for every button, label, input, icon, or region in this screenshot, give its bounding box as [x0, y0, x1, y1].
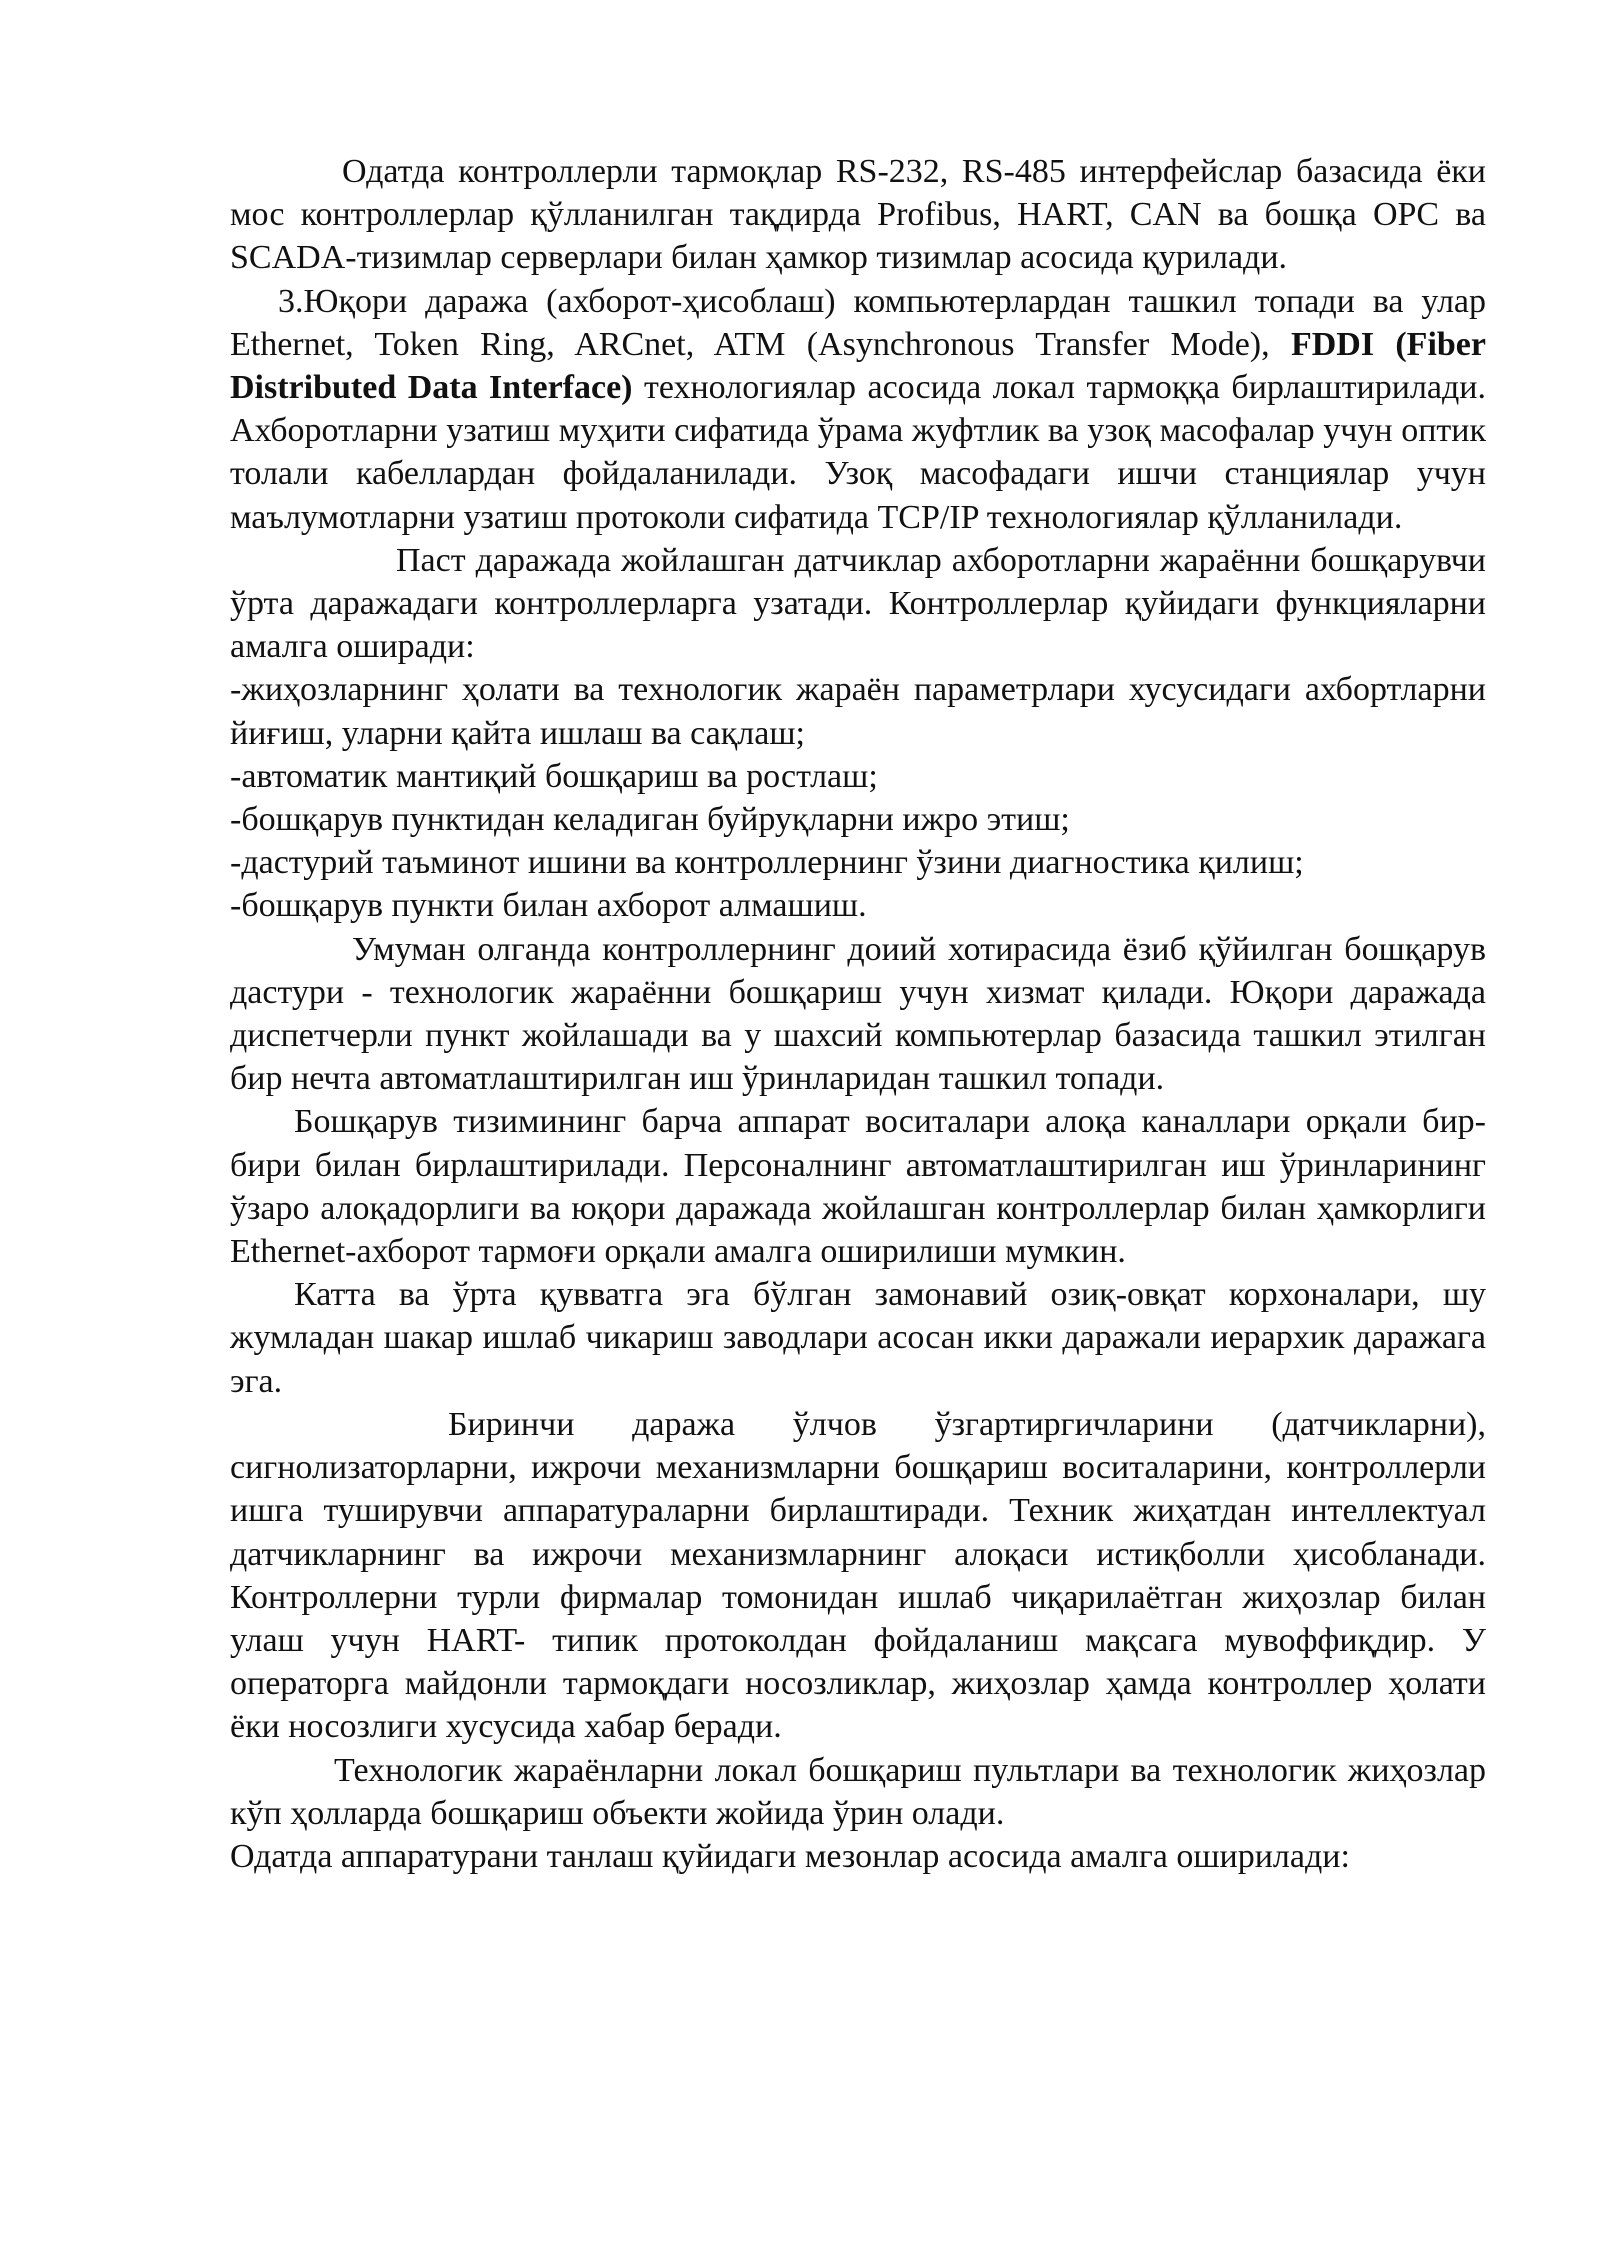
list-item: -автоматик мантиқий бошқариш ва ростлаш;: [230, 757, 878, 795]
paragraph-upper-level-end: технологиялар асосида локал тармоққа бирлаштирилади. Ахборотларни узатиш муҳити сифатида ўрама жуфтлик ва узоқ масофалар учун оптик толали кабеллардан фойдаланилади. Узоқ масофадаги ишчи станциялар учун маълумотларни узатиш протоколи сифатида TCP/IP технологиялар қўлланилади.: [230, 369, 1486, 536]
list-item: -жиҳозларнинг ҳолати ва технологик жараён параметрлари хусусидаги ахбортларни йиғиш, уларни қайта ишлаш ва сақлаш;: [230, 671, 1486, 752]
paragraph-local-panels: Технологик жараёнларни локал бошқариш пультлари ва технологик жиҳозлар кўп ҳолларда бошқариш объекти жойида ўрин олади.: [230, 1751, 1486, 1832]
fddi-term: FDDI (Fiber Distributed Data Interface): [230, 325, 1486, 407]
paragraph-lower-level: Паст даражада жойлашган датчиклар ахборотларни жараённи бошқарувчи ўрта даражадаги контроллерларга узатади. Контроллерлар қуйидаги функцияларни амалга оширади:: [230, 541, 1486, 666]
paragraph-control-program: Умуман олганда контроллернинг доиий хотирасида ёзиб қўйилган бошқарув дастури - технологик жараённи бошқариш учун хизмат қилади. Юқори даражада диспетчерли пункт жойлашади ва у шахсий компьютерлар базасида ташкил этилган бир нечта автоматлаштирилган иш ўринларидан ташкил топади.: [230, 930, 1486, 1098]
paragraph-selection-criteria: Одатда аппаратурани танлаш қуйидаги мезонлар асосида амалга оширилади:: [230, 1837, 1350, 1875]
paragraph-hardware-links: Бошқарув тизимининг барча аппарат воситалари алоқа каналлари орқали бир-бири билан бирлаштирилади. Персоналнинг автоматлаштирилган иш ўринларининг ўзаро алоқадорлиги ва юқори даражада жойлашган контроллерлар билан ҳамкорлиги Ethernet-ахборот тармоғи орқали амалга оширилиши мумкин.: [230, 1103, 1486, 1271]
document-page: [230, 150, 1486, 1878]
paragraph-first-level: Биринчи даража ўлчов ўзгартиргичларини (датчикларни), сигнолизаторларни, ижрочи механизмларни бошқариш воситаларини, контроллерли ишга туширувчи аппаратураларни бирлаштиради. Техник жиҳатдан интеллектуал датчикларнинг ва ижрочи механизмларнинг алоқаси истиқболли ҳисобланади. Контроллерни турли фирмалар томонидан ишлаб чиқарилаётган жиҳозлар билан улаш учун HART- типик протоколдан фойдаланиш мақсага мувоффиқдир. У операторга майдонли тармоқдаги носозликлар, жиҳозлар ҳамда контроллер ҳолати ёки носозлиги хусусида хабар беради.: [230, 1405, 1486, 1746]
list-item: -бошқарув пунктидан келадиган буйруқларни ижро этиш;: [230, 801, 1070, 839]
paragraph-upper-level: [230, 280, 1486, 539]
list-item: -дастурий таъминот ишини ва контроллернинг ўзини диагностика қилиш;: [230, 844, 1304, 882]
paragraph-upper-level-start: 3.Юқори даража (ахборот-ҳисоблаш) компьютерлардан ташкил топади ва улар Ethernet, Token Ring, ARCnet, ATM (Asynchronous Transfer Mode),: [230, 282, 1486, 363]
paragraph-enterprises: Катта ва ўрта қувватга эга бўлган замонавий озиқ-овқат корхоналари, шу жумладан шакар ишлаб чикариш заводлари асосан икки даражали иерархик даражага эга.: [230, 1276, 1486, 1400]
paragraph-controller-networks: Одатда контроллерли тармоқлар RS-232, RS-485 интерфейслар базасида ёки мос контроллерлар қўлланилган тақдирда Profibus, HART, CAN ва бошқа OPC ва SCADA-тизимлар серверлари билан ҳамкор тизимлар асосида қурилади.: [230, 153, 1486, 277]
list-item: -бошқарув пункти билан ахборот алмашиш.: [230, 887, 867, 925]
